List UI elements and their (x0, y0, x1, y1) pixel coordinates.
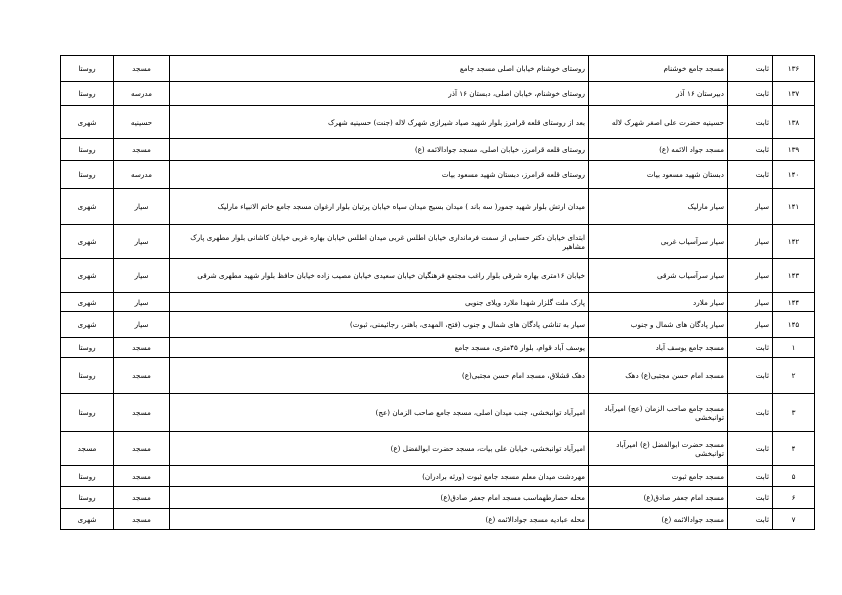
status-cell: ثابت (728, 338, 773, 358)
row-number: ۱۳۶ (773, 56, 815, 82)
type-cell: مسجد (114, 432, 170, 466)
address-cell: خیابان ۱۶متری بهاره شرقی بلوار راغب مجتمع فرهنگیان خیابان سعیدی خیابان مصیب زاده خیابان حافظ بلوار شهید مطهری شرقی (170, 259, 589, 293)
status-cell: ثابت (728, 509, 773, 530)
location-name-cell: مسجد جوادالائمه (ع) (589, 509, 728, 530)
area-cell: روستا (61, 56, 114, 82)
type-cell: سیار (114, 259, 170, 293)
area-cell: مسجد (61, 432, 114, 466)
table-row (61, 161, 815, 189)
row-number: ۱۳۸ (773, 106, 815, 139)
row-number: ۱۴۰ (773, 161, 815, 189)
status-cell: سیار (728, 293, 773, 312)
area-cell: روستا (61, 139, 114, 161)
location-name-cell: سیار ملارد (589, 293, 728, 312)
status-cell: سیار (728, 225, 773, 259)
address-cell: یوسف آباد قوام، بلوار ۴۵متری، مسجد جامع (170, 338, 589, 358)
area-cell: شهری (61, 312, 114, 338)
status-cell: ثابت (728, 432, 773, 466)
location-name-cell: مسجد جامع ثبوت (589, 466, 728, 487)
table-row (61, 106, 815, 139)
table-row (61, 293, 815, 312)
location-name-cell: سیار سرآسیاب شرقی (589, 259, 728, 293)
locations-table (60, 55, 815, 530)
area-cell: روستا (61, 161, 114, 189)
status-cell: ثابت (728, 56, 773, 82)
area-cell: شهری (61, 189, 114, 225)
table-row (61, 189, 815, 225)
address-cell: ابتدای خیابان دکتر حسابی از سمت فرمانداری خیابان اطلس غربی میدان اطلس خیابان بهاره غربی خیابان کاشانی بلوار مطهری پارک مشاهیر (170, 225, 589, 259)
area-cell: روستا (61, 338, 114, 358)
address-cell: میدان ارتش بلوار شهید جمور( سه باند ) میدان بسیج میدان سپاه خیابان پرتیان بلوار ارغوان مسجد جامع خاتم الانبیاء مارلیک (170, 189, 589, 225)
location-name-cell: سیار سرآسیاب غربی (589, 225, 728, 259)
status-cell: ثابت (728, 82, 773, 106)
area-cell: روستا (61, 82, 114, 106)
location-name-cell: مسجد جامع یوسف آباد (589, 338, 728, 358)
area-cell: روستا (61, 466, 114, 487)
table-row (61, 82, 815, 106)
address-cell: روستای خوشنام خیابان اصلی مسجد جامع (170, 56, 589, 82)
row-number: ۱۴۱ (773, 189, 815, 225)
status-cell: ثابت (728, 139, 773, 161)
type-cell: مدرسه (114, 82, 170, 106)
row-number: ۶ (773, 487, 815, 509)
area-cell: شهری (61, 259, 114, 293)
table-row (61, 338, 815, 358)
type-cell: مسجد (114, 487, 170, 509)
type-cell: مسجد (114, 338, 170, 358)
status-cell: ثابت (728, 466, 773, 487)
area-cell: روستا (61, 394, 114, 432)
area-cell: شهری (61, 225, 114, 259)
address-cell: دهک قشلاق، مسجد امام حسن مجتبی(ع) (170, 358, 589, 394)
location-name-cell: سیار مارلیک (589, 189, 728, 225)
table-row (61, 259, 815, 293)
row-number: ۴ (773, 432, 815, 466)
type-cell: مسجد (114, 56, 170, 82)
address-cell: محله عبادیه مسجد جوادالائمه (ع) (170, 509, 589, 530)
area-cell: شهری (61, 106, 114, 139)
address-cell: روستای خوشنام، خیابان اصلی، دبستان ۱۶ آذر (170, 82, 589, 106)
type-cell: سیار (114, 225, 170, 259)
address-cell: سیار به تناشی پادگان های شمال و جنوب (فتح، المهدی، باهنر، رجائیمنی، ثبوت) (170, 312, 589, 338)
type-cell: سیار (114, 312, 170, 338)
location-name-cell: مسجد جامع خوشنام (589, 56, 728, 82)
location-name-cell: مسجد امام حسن مجتبی(ع) دهک (589, 358, 728, 394)
type-cell: مسجد (114, 466, 170, 487)
row-number: ۷ (773, 509, 815, 530)
address-cell: محله حصارطهماسب مسجد امام جعفر صادق(ع) (170, 487, 589, 509)
table-row (61, 432, 815, 466)
row-number: ۱۴۳ (773, 259, 815, 293)
location-name-cell: دبیرستان ۱۶ آذر (589, 82, 728, 106)
type-cell: مسجد (114, 358, 170, 394)
type-cell: سیار (114, 189, 170, 225)
status-cell: سیار (728, 259, 773, 293)
status-cell: سیار (728, 312, 773, 338)
table-row (61, 487, 815, 509)
location-name-cell: حسینیه حضرت علی اصغر شهرک لاله (589, 106, 728, 139)
area-cell: روستا (61, 487, 114, 509)
table-row (61, 394, 815, 432)
address-cell: امیرآباد توانبخشی، خیابان علی بیات، مسجد حضرت ابوالفضل (ع) (170, 432, 589, 466)
row-number: ۱۴۴ (773, 293, 815, 312)
type-cell: مسجد (114, 509, 170, 530)
table-row (61, 509, 815, 530)
table-row (61, 225, 815, 259)
table-body (61, 56, 815, 530)
location-name-cell: مسجد جامع صاحب الزمان (عج) امیرآباد توانبخشی (589, 394, 728, 432)
area-cell: روستا (61, 358, 114, 394)
address-cell: روستای قلعه قرامرز، خیابان اصلی، مسجد جوادالائمه (ع) (170, 139, 589, 161)
table-row (61, 139, 815, 161)
type-cell: مسجد (114, 139, 170, 161)
location-name-cell: مسجد حضرت ابوالفضل (ع) امیرآباد توانبخشی (589, 432, 728, 466)
location-name-cell: دبستان شهید مسعود بیات (589, 161, 728, 189)
table-row (61, 56, 815, 82)
row-number: ۱۴۵ (773, 312, 815, 338)
location-name-cell: مسجد جواد الائمه (ع) (589, 139, 728, 161)
area-cell: شهری (61, 293, 114, 312)
table-container (60, 55, 800, 530)
address-cell: پارک ملت گلزار شهدا ملارد ویلای جنوبی (170, 293, 589, 312)
table-row (61, 466, 815, 487)
location-name-cell: سیار پادگان های شمال و جنوب (589, 312, 728, 338)
row-number: ۱۳۹ (773, 139, 815, 161)
status-cell: ثابت (728, 161, 773, 189)
row-number: ۱۳۷ (773, 82, 815, 106)
type-cell: مسجد (114, 394, 170, 432)
status-cell: سیار (728, 189, 773, 225)
status-cell: ثابت (728, 394, 773, 432)
status-cell: ثابت (728, 358, 773, 394)
area-cell: شهری (61, 509, 114, 530)
table-row (61, 358, 815, 394)
address-cell: مهردشت میدان معلم مسجد جامع ثبوت (ورثه برادران) (170, 466, 589, 487)
address-cell: روستای قلعه قرامرز، دبستان شهید مسعود بیات (170, 161, 589, 189)
status-cell: ثابت (728, 487, 773, 509)
address-cell: بعد از روستای قلعه قرامرز بلوار شهید صیاد شیرازی شهرک لاله (جنت) حسینیه شهرک (170, 106, 589, 139)
type-cell: سیار (114, 293, 170, 312)
row-number: ۱۴۲ (773, 225, 815, 259)
table-row (61, 312, 815, 338)
row-number: ۲ (773, 358, 815, 394)
row-number: ۵ (773, 466, 815, 487)
type-cell: مدرسه (114, 161, 170, 189)
row-number: ۳ (773, 394, 815, 432)
status-cell: ثابت (728, 106, 773, 139)
address-cell: امیرآباد توانبخشی، جنب میدان اصلی، مسجد جامع صاحب الزمان (عج) (170, 394, 589, 432)
location-name-cell: مسجد امام جعفر صادق(ع) (589, 487, 728, 509)
row-number: ۱ (773, 338, 815, 358)
type-cell: حسینیه (114, 106, 170, 139)
